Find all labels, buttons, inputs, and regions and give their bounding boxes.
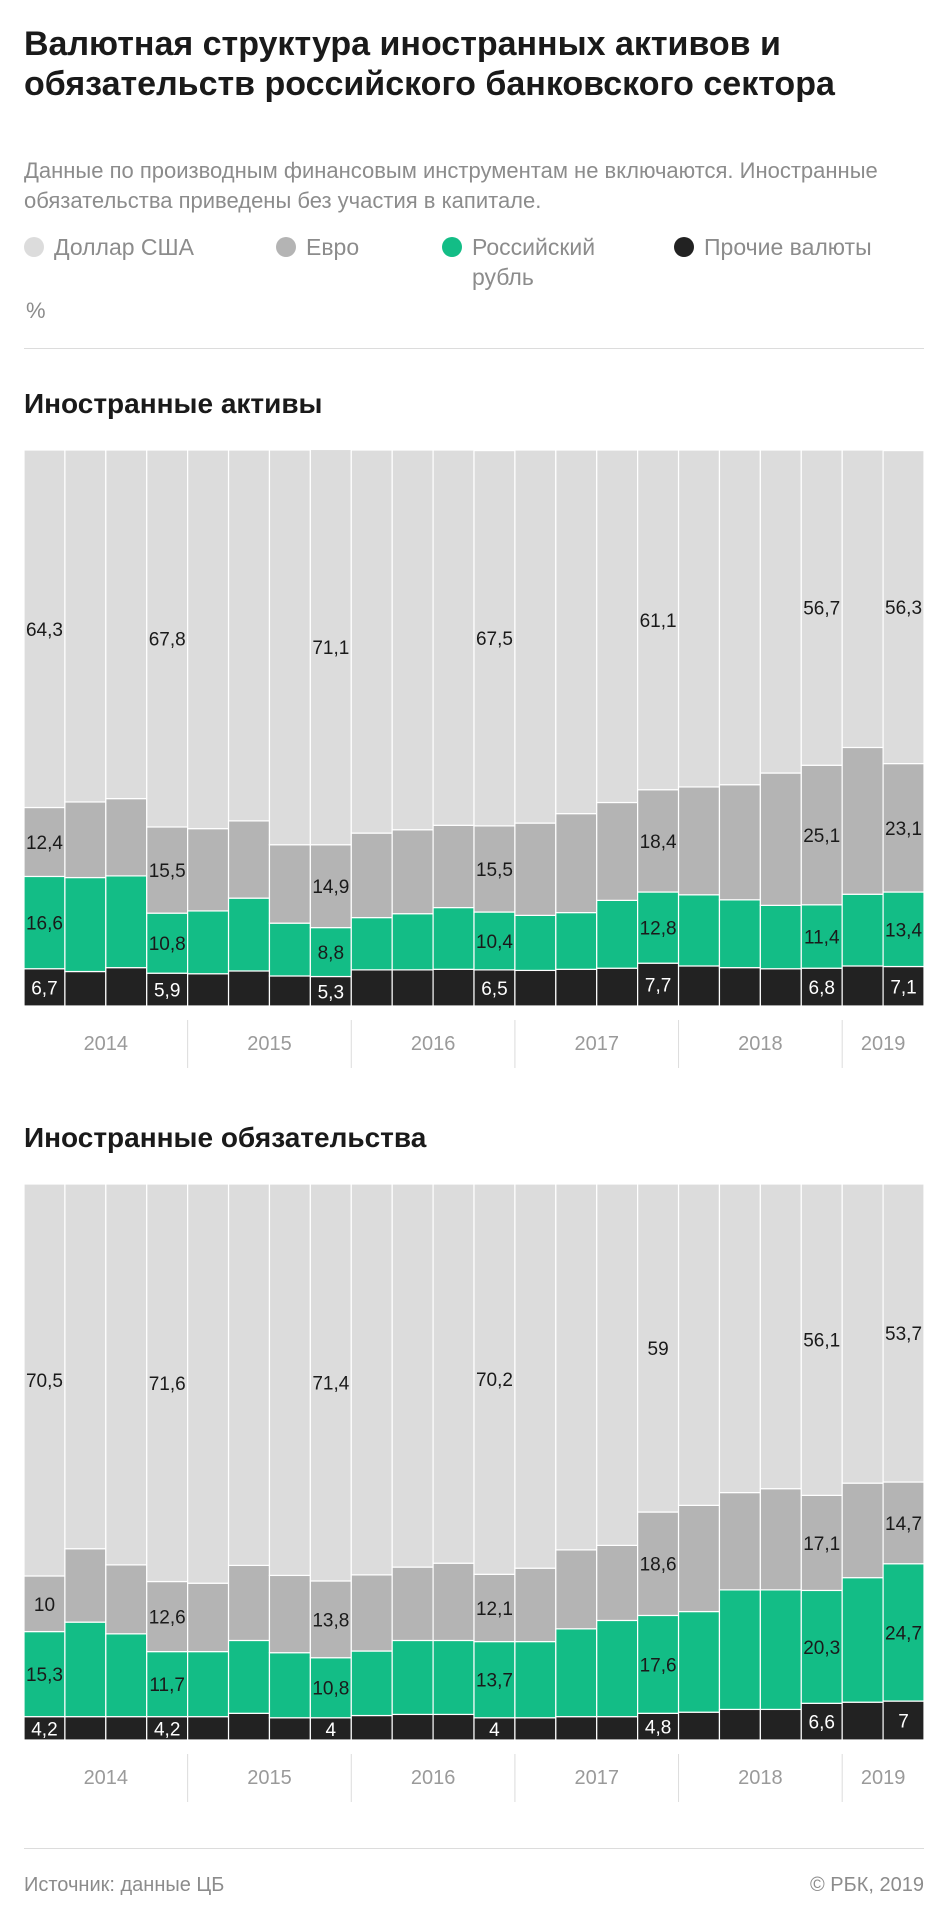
data-label-other-1-15: 4,8	[644, 1717, 672, 1739]
bar-eur-0-16	[679, 787, 720, 895]
bar-usd-0-1	[65, 450, 106, 802]
bar-other-1-20	[842, 1702, 883, 1740]
bar-rub-1-18	[760, 1590, 801, 1710]
data-label-rub-0-0: 16,6	[25, 913, 63, 935]
bar-other-0-1	[65, 972, 106, 1006]
bar-eur-0-18	[760, 773, 801, 905]
bar-other-1-5	[229, 1713, 270, 1740]
bar-other-0-10	[433, 969, 474, 1006]
bar-other-0-9	[392, 970, 433, 1006]
bar-usd-1-1	[65, 1184, 106, 1549]
data-label-eur-1-11: 12,1	[475, 1598, 513, 1620]
bar-usd-0-18	[760, 450, 801, 773]
bar-eur-1-13	[556, 1550, 597, 1629]
bar-rub-0-16	[679, 895, 720, 966]
bar-usd-1-2	[106, 1184, 147, 1565]
data-label-usd-1-0: 70,5	[25, 1370, 63, 1392]
data-label-eur-0-0: 12,4	[25, 832, 63, 854]
bar-eur-1-16	[679, 1505, 720, 1611]
data-label-eur-1-21: 14,7	[885, 1513, 923, 1535]
assets-chart	[0, 440, 945, 1080]
year-label-0-2: 2016	[410, 1033, 456, 1055]
bar-usd-0-4	[188, 450, 229, 829]
year-label-0-3: 2017	[574, 1033, 619, 1055]
data-label-rub-0-19: 11,4	[803, 927, 840, 949]
bar-rub-1-5	[229, 1640, 270, 1713]
bar-eur-0-2	[106, 799, 147, 876]
bar-eur-0-8	[351, 833, 392, 918]
data-label-usd-1-15: 59	[647, 1339, 669, 1361]
data-label-usd-1-19: 56,1	[803, 1330, 841, 1352]
bar-other-0-8	[351, 970, 392, 1006]
bar-other-0-18	[760, 969, 801, 1006]
bar-usd-0-17	[719, 450, 760, 785]
legend-swatch-eur	[276, 237, 296, 257]
legend	[24, 232, 924, 302]
bar-other-0-17	[719, 968, 760, 1006]
year-label-0-5: 2019	[860, 1033, 906, 1055]
data-label-eur-0-19: 25,1	[803, 826, 841, 848]
bar-rub-0-1	[65, 878, 106, 972]
bar-rub-1-13	[556, 1629, 597, 1717]
bar-usd-0-13	[556, 450, 597, 814]
bar-other-1-13	[556, 1717, 597, 1740]
bar-rub-1-2	[106, 1634, 147, 1717]
bar-other-1-16	[679, 1712, 720, 1740]
data-label-usd-0-7: 71,1	[312, 638, 350, 660]
bar-usd-0-9	[392, 450, 433, 830]
bar-other-0-20	[842, 966, 883, 1006]
year-label-1-4: 2018	[738, 1767, 783, 1789]
page-subtitle: Данные по производным финансовым инструментам не включаются. Иностранные обязательства приведены без участия в капитале.	[24, 158, 878, 213]
bar-rub-1-14	[597, 1620, 638, 1716]
data-label-usd-0-15: 61,1	[639, 610, 677, 632]
year-label-1-0: 2014	[83, 1767, 129, 1789]
bar-other-1-8	[351, 1716, 392, 1740]
data-label-usd-0-3: 67,8	[148, 629, 186, 651]
data-label-other-0-21: 7,1	[890, 977, 917, 999]
bar-usd-1-8	[351, 1184, 392, 1575]
data-label-other-1-3: 4,2	[153, 1719, 181, 1741]
year-label-1-1: 2015	[247, 1767, 292, 1789]
bar-other-0-16	[679, 966, 720, 1006]
bar-rub-1-6	[269, 1653, 310, 1718]
bar-rub-0-5	[229, 898, 270, 971]
bar-rub-0-12	[515, 915, 556, 970]
bar-eur-1-5	[229, 1565, 270, 1640]
bar-other-0-13	[556, 969, 597, 1006]
bar-rub-0-8	[351, 918, 392, 970]
bar-eur-1-8	[351, 1575, 392, 1651]
bar-other-0-12	[515, 970, 556, 1006]
bar-other-1-18	[760, 1709, 801, 1740]
year-label-1-3: 2017	[574, 1767, 619, 1789]
page-title: Валютная структура иностранных активов и обязательств российского банковского сектора	[24, 25, 835, 103]
data-label-usd-0-21: 56,3	[885, 598, 923, 620]
bar-rub-0-6	[269, 923, 310, 976]
data-label-rub-0-3: 10,8	[148, 934, 186, 956]
data-label-rub-1-11: 13,7	[475, 1670, 513, 1692]
bar-eur-0-5	[229, 821, 270, 898]
data-label-rub-1-3: 11,7	[149, 1675, 185, 1697]
data-label-rub-1-21: 24,7	[885, 1623, 923, 1645]
data-label-rub-0-7: 8,8	[317, 943, 345, 965]
bar-usd-1-18	[760, 1184, 801, 1489]
data-label-other-1-21: 7	[898, 1711, 909, 1733]
bar-usd-0-8	[351, 450, 392, 833]
bar-usd-1-4	[188, 1184, 229, 1583]
data-label-eur-1-0: 10	[33, 1594, 56, 1616]
bar-rub-0-17	[719, 900, 760, 968]
legend-item-usd	[24, 232, 194, 262]
data-label-other-0-19: 6,8	[808, 978, 835, 1000]
bar-usd-1-6	[269, 1184, 310, 1575]
data-label-eur-1-19: 17,1	[803, 1533, 841, 1555]
data-label-rub-1-15: 17,6	[639, 1655, 677, 1677]
bar-eur-0-6	[269, 845, 310, 923]
bar-eur-1-20	[842, 1483, 883, 1578]
bar-eur-1-10	[433, 1563, 474, 1640]
bar-rub-1-20	[842, 1578, 883, 1703]
bar-rub-0-2	[106, 876, 147, 968]
bar-other-0-2	[106, 968, 147, 1006]
footer-divider	[24, 1848, 924, 1849]
legend-item-rub	[442, 232, 632, 292]
data-label-other-1-7: 4	[325, 1719, 337, 1741]
legend-label-usd: Доллар США	[54, 234, 194, 260]
data-label-usd-1-21: 53,7	[885, 1324, 923, 1346]
bar-eur-0-20	[842, 747, 883, 894]
bar-eur-1-4	[188, 1583, 229, 1651]
unit-label: %	[26, 298, 46, 323]
data-label-eur-1-15: 18,6	[639, 1554, 677, 1576]
bar-rub-1-4	[188, 1652, 229, 1717]
data-label-rub-1-7: 10,8	[312, 1678, 350, 1700]
data-label-rub-0-15: 12,8	[639, 918, 677, 940]
data-label-other-0-0: 6,7	[31, 978, 58, 1000]
bar-eur-1-9	[392, 1567, 433, 1640]
bar-other-1-6	[269, 1718, 310, 1740]
data-label-other-0-7: 5,3	[317, 982, 345, 1004]
bar-usd-0-12	[515, 450, 556, 823]
bar-rub-0-4	[188, 911, 229, 974]
year-label-0-0: 2014	[83, 1033, 129, 1055]
bar-rub-1-9	[392, 1640, 433, 1714]
data-label-usd-0-11: 67,5	[475, 629, 513, 651]
bar-eur-0-14	[597, 803, 638, 901]
data-label-rub-0-21: 13,4	[885, 920, 923, 942]
bar-eur-1-14	[597, 1545, 638, 1620]
source-note: Источник: данные ЦБ	[24, 1874, 225, 1896]
data-label-eur-0-15: 18,4	[639, 831, 677, 853]
legend-label-other: Прочие валюты	[704, 234, 872, 260]
chart-title-liabilities: Иностранные обязательства	[24, 1122, 427, 1153]
data-label-eur-1-3: 12,6	[148, 1607, 186, 1629]
data-label-other-0-15: 7,7	[644, 975, 672, 997]
data-label-usd-0-0: 64,3	[25, 619, 63, 641]
bar-usd-0-20	[842, 450, 883, 747]
copyright: © РБК, 2019	[809, 1874, 924, 1896]
bar-rub-0-10	[433, 908, 474, 970]
bar-eur-0-4	[188, 829, 229, 911]
bar-other-1-2	[106, 1717, 147, 1740]
data-label-other-0-11: 6,5	[481, 978, 508, 1000]
bar-other-0-14	[597, 968, 638, 1006]
data-label-eur-0-21: 23,1	[885, 818, 923, 840]
bar-usd-1-12	[515, 1184, 556, 1568]
data-label-rub-1-0: 15,3	[25, 1665, 63, 1687]
bar-eur-1-18	[760, 1489, 801, 1590]
year-label-1-2: 2016	[410, 1767, 456, 1789]
legend-item-eur	[276, 232, 359, 262]
legend-item-other	[674, 232, 872, 262]
bar-other-1-4	[188, 1717, 229, 1740]
bar-rub-1-16	[679, 1612, 720, 1713]
bar-other-0-5	[229, 971, 270, 1006]
liabilities-chart	[0, 1174, 945, 1814]
data-label-rub-0-11: 10,4	[475, 931, 513, 953]
bar-usd-1-20	[842, 1184, 883, 1483]
bar-eur-1-17	[719, 1493, 760, 1590]
bar-eur-1-2	[106, 1565, 147, 1634]
bar-rub-0-14	[597, 900, 638, 968]
bar-other-1-10	[433, 1714, 474, 1740]
data-label-eur-0-11: 15,5	[475, 859, 513, 881]
data-label-eur-0-7: 14,9	[312, 877, 350, 899]
data-label-usd-1-11: 70,2	[475, 1370, 513, 1392]
bar-eur-0-10	[433, 825, 474, 907]
bar-rub-1-12	[515, 1642, 556, 1718]
year-label-0-1: 2015	[247, 1033, 292, 1055]
data-label-other-1-11: 4	[489, 1719, 500, 1741]
year-label-1-5: 2019	[860, 1767, 906, 1789]
bar-eur-0-17	[719, 785, 760, 900]
bar-other-1-1	[65, 1717, 106, 1740]
bar-rub-0-18	[760, 905, 801, 968]
bar-other-1-12	[515, 1718, 556, 1740]
bar-rub-1-10	[433, 1640, 474, 1714]
data-label-eur-0-3: 15,5	[148, 861, 186, 883]
bar-rub-1-1	[65, 1622, 106, 1717]
bar-usd-0-5	[229, 450, 270, 821]
bar-usd-1-13	[556, 1184, 597, 1550]
bar-other-1-17	[719, 1709, 760, 1740]
bar-rub-0-13	[556, 913, 597, 970]
bar-usd-1-17	[719, 1184, 760, 1493]
data-label-usd-1-3: 71,6	[148, 1373, 186, 1395]
bar-other-1-9	[392, 1714, 433, 1740]
bar-eur-1-1	[65, 1549, 106, 1622]
legend-swatch-usd	[24, 237, 44, 257]
data-label-other-1-0: 4,2	[31, 1719, 58, 1741]
bar-usd-0-6	[269, 450, 310, 845]
bar-usd-1-10	[433, 1184, 474, 1563]
bar-eur-0-13	[556, 814, 597, 913]
bar-usd-0-14	[597, 450, 638, 803]
data-label-usd-0-19: 56,7	[803, 598, 841, 620]
bar-eur-0-9	[392, 830, 433, 914]
bar-other-1-14	[597, 1717, 638, 1740]
header-divider	[24, 348, 924, 349]
bar-other-0-4	[188, 974, 229, 1006]
data-label-rub-1-19: 20,3	[803, 1637, 841, 1659]
bar-usd-1-14	[597, 1184, 638, 1545]
bar-other-0-6	[269, 976, 310, 1006]
data-label-usd-1-7: 71,4	[312, 1373, 350, 1395]
data-label-other-1-19: 6,6	[808, 1712, 835, 1734]
year-label-0-4: 2018	[738, 1033, 783, 1055]
data-label-other-0-3: 5,9	[153, 980, 181, 1002]
bar-eur-1-6	[269, 1575, 310, 1652]
bar-usd-0-16	[679, 450, 720, 787]
legend-swatch-other	[674, 237, 694, 257]
legend-label-rub: Российский рубль	[472, 234, 596, 290]
chart-title-assets: Иностранные активы	[24, 388, 323, 419]
bar-eur-1-12	[515, 1568, 556, 1641]
bar-eur-0-1	[65, 802, 106, 878]
bar-rub-0-9	[392, 914, 433, 970]
legend-label-eur: Евро	[306, 234, 360, 260]
bar-usd-1-16	[679, 1184, 720, 1505]
bar-usd-1-9	[392, 1184, 433, 1567]
bar-rub-1-17	[719, 1590, 760, 1710]
bar-usd-0-2	[106, 450, 147, 799]
bar-rub-0-20	[842, 894, 883, 966]
bar-usd-0-10	[433, 450, 474, 825]
bar-usd-1-5	[229, 1184, 270, 1565]
bar-rub-1-8	[351, 1651, 392, 1715]
bar-eur-0-12	[515, 823, 556, 915]
legend-swatch-rub	[442, 237, 462, 257]
data-label-eur-1-7: 13,8	[312, 1610, 350, 1632]
